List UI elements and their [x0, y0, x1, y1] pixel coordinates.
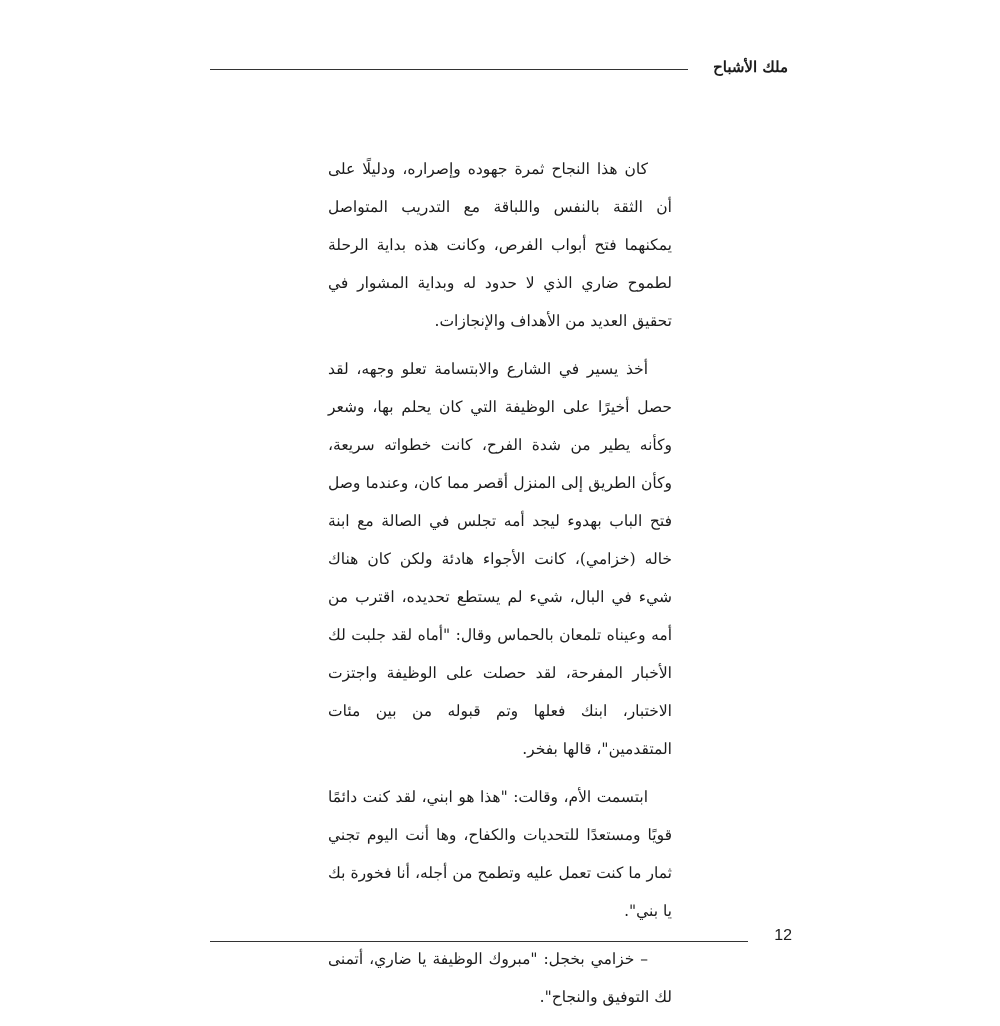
- page-footer: [210, 925, 792, 955]
- paragraph-3: ابتسمت الأم، وقالت: "هذا هو ابني، لقد كنت دائمًا قويًا ومستعدًا للتحديات والكفاح، وها أنت اليوم تجني ثمار ما كنت تعمل عليه وتطمح من أجله، أنا فخورة بك يا بني".: [328, 788, 672, 920]
- paragraph-2: أخذ يسير في الشارع والابتسامة تعلو وجهه، لقد حصل أخيرًا على الوظيفة التي كان يحلم بها، وشعر وكأنه يطير من شدة الفرح، كانت خطواته سريعة، وكأن الطريق إلى المنزل أقصر مما كان، وعندما وصل فتح الباب بهدوء ليجد أمه تجلس في الصالة مع ابنة خاله (خزامي)، كانت الأجواء هادئة ولكن كان هناك شيء في البال، شيء لم يستطع تحديده، اقترب من أمه وعيناه تلمعان بالحماس وقال: "أماه لقد جلبت لك الأخبار المفرحة، لقد حصلت على الوظيفة واجتزت الاختبار، ابنك فعلها وتم قبوله من بين مئات المتقدمين"، قالها بفخر.: [328, 360, 672, 758]
- paragraph-4: – خزامي بخجل: "مبروك الوظيفة يا ضاري، أتمنى لك التوفيق والنجاح".: [328, 950, 672, 1006]
- book-title: ملك الأشباح: [713, 58, 788, 76]
- paragraph-1: كان هذا النجاح ثمرة جهوده وإصراره، ودليلًا على أن الثقة بالنفس واللباقة مع التدريب المتواصل يمكنهما فتح أبواب الفرص، وكانت هذه بداية الرحلة لطموح ضاري الذي لا حدود له وبداية المشوار في تحقيق العديد من الأهداف والإنجازات.: [328, 160, 672, 330]
- page-body: [328, 150, 672, 1026]
- page-number: 12: [774, 927, 792, 944]
- running-header: [210, 54, 788, 84]
- header-rule: [210, 69, 688, 70]
- footer-rule: [210, 941, 748, 942]
